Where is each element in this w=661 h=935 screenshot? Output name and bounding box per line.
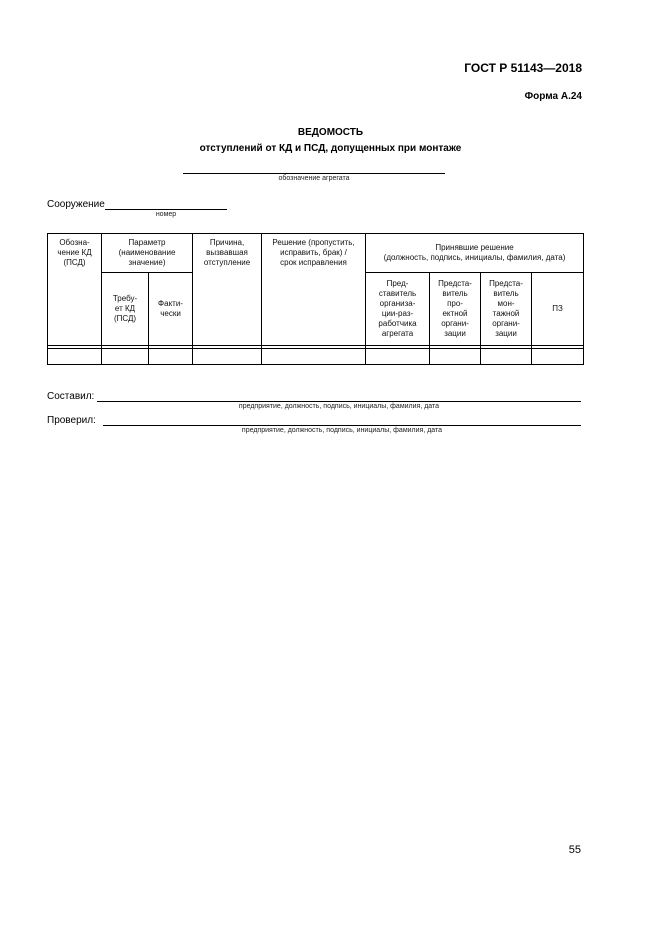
col-decided-by: Принявшие решение (должность, подпись, инициалы, фамилия, дата) xyxy=(366,234,584,273)
sub-developer-rep: Пред- ставитель организа- ции-раз- работчика агрегата xyxy=(366,273,430,346)
structure-label: Сооружение xyxy=(47,199,105,210)
page-number: 55 xyxy=(568,844,581,856)
table-header-row xyxy=(48,234,584,273)
sub-pz: ПЗ xyxy=(532,273,584,346)
document-subtitle: отступлений от КД и ПСД, допущенных при монтаже xyxy=(199,143,462,154)
aggregate-line xyxy=(183,173,445,174)
deviations-table xyxy=(47,233,584,365)
checked-label: Проверил: xyxy=(47,415,96,426)
sub-installer-rep: Предста- витель мон- тажной органи- зации xyxy=(481,273,532,346)
compiled-caption: предприятие, должность, подпись, инициалы, фамилия, дата xyxy=(238,403,440,410)
checked-line xyxy=(103,425,581,426)
sub-required: Требу- ет КД (ПСД) xyxy=(102,273,149,346)
sub-actual: Факти- чески xyxy=(149,273,193,346)
compiled-label: Составил: xyxy=(47,391,95,402)
table-row xyxy=(48,349,584,365)
document-code: ГОСТ Р 51143—2018 xyxy=(464,61,582,75)
sub-designer-rep: Предста- витель про- ектной органи- зации xyxy=(430,273,481,346)
structure-line xyxy=(105,209,227,210)
aggregate-caption: обозначение агрегата xyxy=(278,175,350,182)
col-designation: Обозна- чение КД (ПСД) xyxy=(48,234,102,346)
structure-caption: номер xyxy=(155,211,177,218)
checked-caption: предприятие, должность, подпись, инициалы, фамилия, дата xyxy=(241,427,443,434)
form-number: Форма А.24 xyxy=(524,91,582,102)
col-parameter: Параметр (наименование значение) xyxy=(102,234,193,273)
document-title: ВЕДОМОСТЬ xyxy=(297,127,364,138)
col-reason: Причина, вызвавшая отступление xyxy=(193,234,262,346)
col-decision: Решение (пропустить, исправить, брак) / срок исправления xyxy=(262,234,366,346)
compiled-line xyxy=(97,401,581,402)
